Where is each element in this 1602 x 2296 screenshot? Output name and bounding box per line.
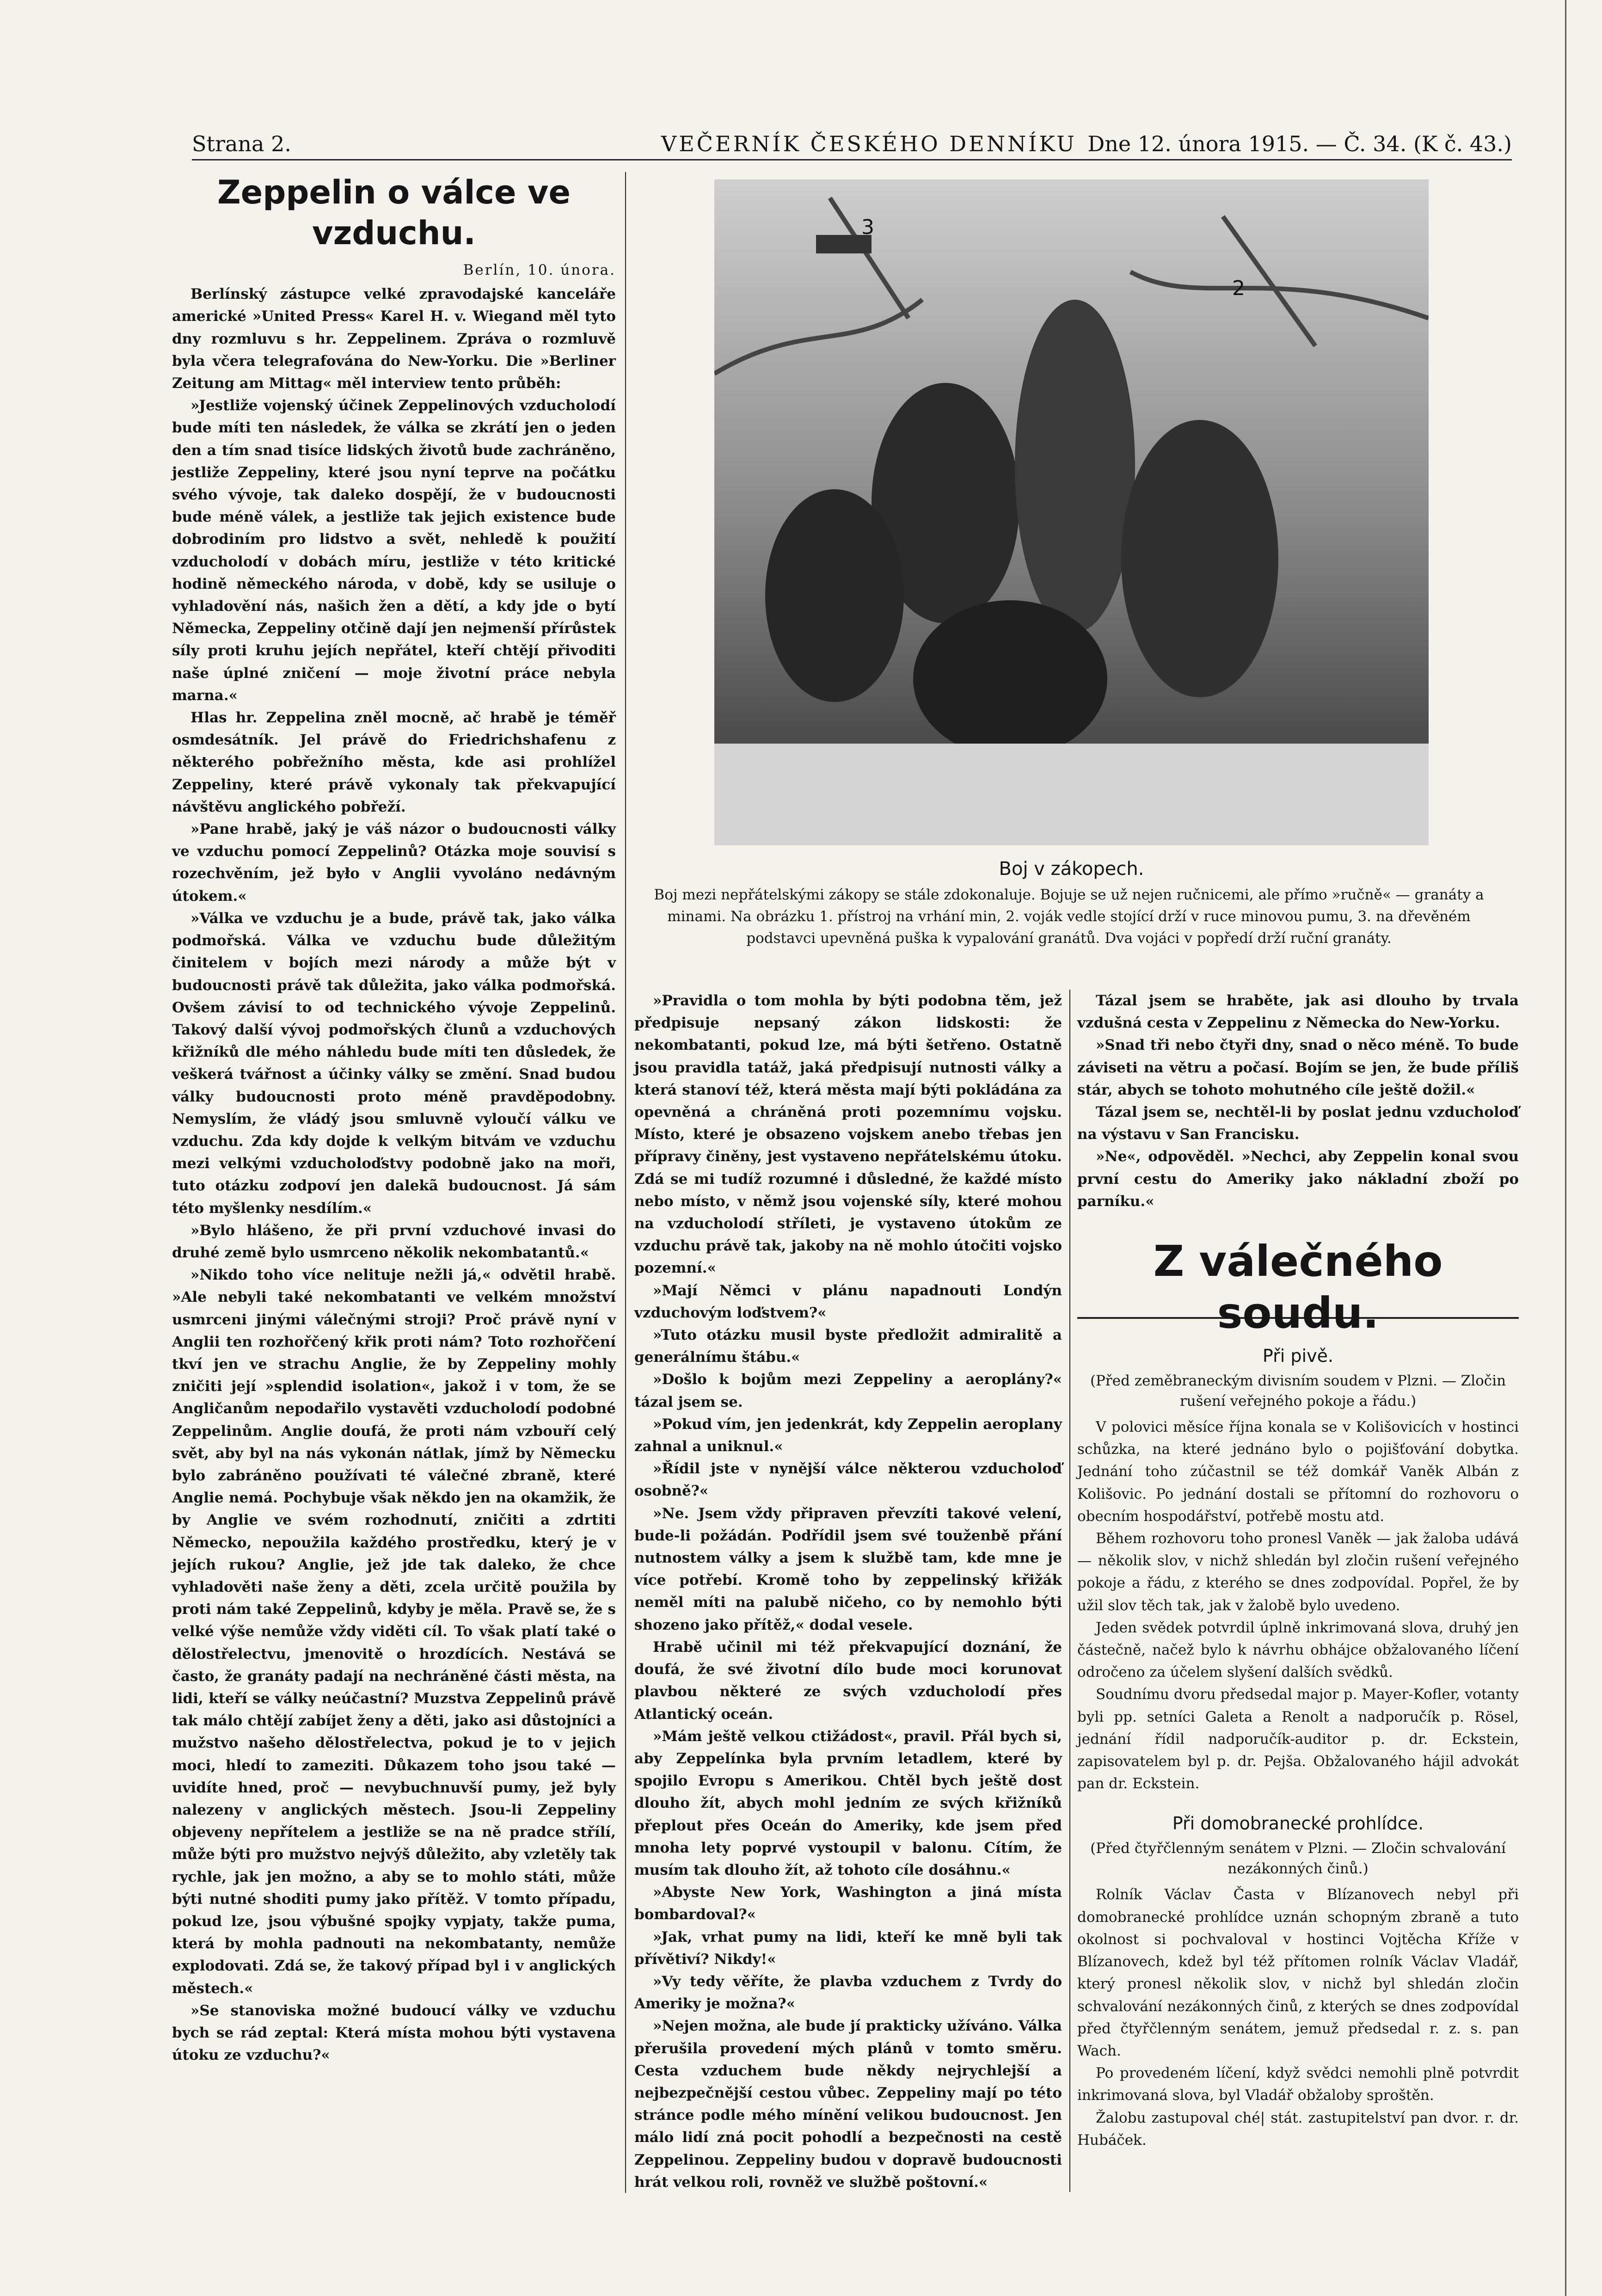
- paragraph: Jeden svědek potvrdil úplně inkrimovaná slova, druhý jen částečně, načež bylo k návrhu obhájce obžalovaného líčení odročeno za účelem slyšení dalších svědků.: [1077, 1619, 1519, 1681]
- subheading-note: (Před zeměbraneckým divisním soudem v Plzni. — Zločin rušení veřejného pokoje a řádu.): [1090, 1373, 1506, 1410]
- soldier-5: [913, 600, 1107, 757]
- paragraph: »Nejen možna, ale bude jí prakticky užíváno. Válka přerušila provedení mých plánů v tomto směru. Cesta vzduchem bude někdy nejrychlejší a nejbezpečnější cestou vůbec. Zeppeliny mají po této stránce podle mého mínění velikou budoucnost. Jen málo lidí zná pocit pohodlí a bezpečnosti na cestě Zeppelinou. Zeppeliny budou v dopravě budoucnosti hrát velkou roli, rovněž ve službě poštovní.«: [634, 2018, 1062, 2191]
- paragraph: »Došlo k bojům mezi Zeppeliny a aeroplány?« tázal jsem se.: [634, 1371, 1062, 1410]
- issue-date: Dne 12. února 1915. — Č. 34. (K č. 43.): [1087, 131, 1512, 156]
- paragraph: Hlas hr. Zeppelina zněl mocně, ač hrabě je téměř osmdesátník. Jel právě do Friedrichshafenu z některého pobřežního města, kde asi prohlížel Zeppeliny, které právě vykonaly tak překvapující návštěvu anglického pobřeží.: [172, 709, 616, 815]
- paragraph: »Pane hrabě, jaký je váš názor o budoucnosti války ve vzduchu pomocí Zeppelinů? Otázka moje souvisí s rozechvěním, jež było v Anglii vyvoláno nedávným útokem.«: [172, 821, 616, 905]
- photo-caption-title: Boj v zákopech.: [999, 858, 1144, 880]
- paragraph: »Tuto otázku musil byste předložit admiralitě a generálnímu štábu.«: [634, 1327, 1062, 1366]
- paragraph: »Ne«, odpověděl. »Nechci, aby Zeppelin konal svou první cestu do Ameriky jako nákladní zboží po parníku.«: [1077, 1148, 1519, 1210]
- paragraph: Hrabě učinil mi též překvapující doznání, že doufá, že své životní dílo bude moci korunovat plavbou některé ze svých vzducholodí přes Atlantický oceán.: [634, 1638, 1062, 1723]
- snow-foreground: [714, 744, 1429, 845]
- paragraph: Během rozhovoru toho pronesl Vaněk — jak žaloba udává — několik slov, v nichž shledán byl zločin rušení veřejného pokoje a řádu, z kterého se dnes zodpovídal. Popřel, že by užil slov těch tak, jak v žalobě bylo uvedeno.: [1077, 1530, 1519, 1614]
- paragraph: Berlínský zástupce velké zpravodajské kanceláře americké »United Press« Karel H. v. Wiegand měl tyto dny rozmluvu s hr. Zeppelinem. Zpráva o rozmluvě byla včera telegrafována do New-Yorku. Die »Berliner Zeitung am Mittag« měl interview tento průběh:: [172, 286, 616, 392]
- paragraph: »Bylo hlášeno, že při první vzduchové invasi do druhé země bylo usmrceno několik nekombatantů.«: [172, 1222, 616, 1261]
- paragraph: Žalobu zastupoval ché| stát. zastupitelství pan dvor. r. dr. Hubáček.: [1077, 2109, 1519, 2148]
- paragraph: »Abyste New York, Washington a jiná místa bombardoval?«: [634, 1884, 1062, 1923]
- soldier-4: [1121, 420, 1278, 697]
- photo-svg: [714, 179, 1429, 845]
- paragraph: Rolník Václav Časta v Blízanovech nebyl při domobranecké prohlídce uznán schopným zbraně a tuto okolnost si pochvaloval v hostinci Vojtěcha Kříže v Blízanovech, kdež byl též přítomen rolník Václav Vladář, který pronesl několik slov, v nichž byl shledán zločin schvalování nezákonných činů, z kterých se dnes zodpovídal před čtyřčlenným senátem, jemuž předsedal r. z. s. pan Wach.: [1077, 1886, 1519, 2059]
- paragraph: »Vy tedy věříte, že plavba vzduchem z Tvrdy do Ameriky je možna?«: [634, 1973, 1062, 2013]
- col-c: [1077, 990, 1519, 2192]
- paragraph: »Válka ve vzduchu je a bude, právě tak, jako válka podmořská. Válka ve vzduchu bude důležitým činitelem v bojích mezi národy a může být v budoucnosti právě tak důležita, jako válka podmořská. Ovšem závisí to od technického vývoje Zeppelinů. Takový další vývoj podmořských člunů a vzduchových křižníků dle mého náhledu bude míti ten důsledek, že veškerá tvářnost a účinky války se změní. Snad budou války budoucnosti proto méně pravděpodobny. Nemyslím, že vládý jsou smluvně vyloučí válku ve vzduchu. Zda kdy dojde k velkým bitvám ve vzduchu mezi velkými vzducholoďstvy podobně jako na moři, tuto otázku zodpoví jen dalekã budoucnost. Já sám této myšlenky nesdílím.«: [172, 910, 616, 1217]
- page-number: Strana 2.: [192, 131, 291, 156]
- page-edge-line: [1565, 0, 1566, 2296]
- header-rule: [192, 159, 1512, 160]
- paragraph: »Jestliže vojenský účinek Zeppelinových vzducholodí bude míti ten následek, že válka se zkrátí jen o jeden den a tím snad tisíce lidských životů bude zachráněno, jestliže Zeppeliny, které jsou nyní teprve na počátku svého vývoje, tak daleko dospějí, že v budoucnosti bude méně válek, a jestliže tak jejich existence bude dobrodiním pro lidstvo a svět, nehledě k použití vzducholodí v dobách míru, jestliže v této kritické hodině německého národa, v době, kdy se usiluje o vyhladovění nás, našich žen a dětí, a kdy jde o bytí Německa, Zeppeliny otčině dají jen nejmenší přírůstek síly proti kruhu jejích nepřátel, kteří chtějí přivoditi naše úplné zničení — moje životní práce nebyla marna.«: [172, 397, 616, 704]
- court-headline: Z válečného soudu.: [1153, 1237, 1443, 1338]
- zeppelin-article-col-a: [172, 172, 616, 2193]
- subheading-domobranecke: Při domobranecké prohlídce.: [1172, 1813, 1424, 1834]
- subheading-note: (Před čtyřčlenným senátem v Plzni. — Zločin schvalování nezákonných činů.): [1090, 1840, 1506, 1877]
- paragraph: »Snad tři nebo čtyři dny, snad o něco méně. To bude záviseti na větru a počasí. Bojím se jen, že bude příliš stár, abych se tohoto mohutného cíle ještě dožil.«: [1077, 1037, 1519, 1098]
- photo-label-2: 2: [1232, 277, 1245, 300]
- paragraph: »Nikdo toho více nelituje nežli já,« odvětil hrabě. »Ale nebyli také nekombatanti ve velkém množství usmrceni jinými válečnými stroji? Proč právě nyní v Anglii ten rozhořčený křik proti nám? Toto rozhořčení tkví jen ve strachu Anglie, že by Zeppeliny mohly zničiti její »splendid isolation«, jakož i v tom, že se Angličanům nepodařilo vystavěti vzducholodí podobné Zeppelinům. Anglie doufá, že proti nám vzbouří celý svět, aby byl na nás vykonán nátlak, jímž by Německu bylo zabráněno používati té válečné zbraně, které Anglie nemá. Pochybuje však někdo jen na okamžik, že by Anglie ve svém rozhodnutí, zničiti a zdrtiti Německo, nepoužila každého prostředku, který je v jejích rukou? Anglie, jež jde tak daleko, že chce vyhladověti naše ženy a děti, zcela určitě použila by proti nám také Zeppelinů, kdyby je měla. Pravě se, že s velké výše nemůže vždy viděti cíl. To však platí také o dělostřelectvu, jmenovitě o hrozdících. Nestává se často, že granáty padají na nechráněné části města, na lidi, kteří se války neúčastní? Muzstva Zeppelinů právě tak málo chtějí zabíjet ženy a děti, jako asi důstojníci a mužstvo našeho dělostřelectva, pokud je to v jejich moci, hledí to zameziti. Důkazem toho jsou také — uvidíte hned, proč — nevybuchnuvší pumy, jež byly nalezeny v anglických městech. Jsou-li Zeppeliny objeveny nepřítelem a jestliže se na ně pradce střílí, může býti pro mužstvo nejvýš důležito, aby vzletěly tak rychle, jak jen možno, a aby se to mohlo státi, může býti nutné shoditi pumy jako přítěž. V tomto případu, pokud lze, jsou výbušné spojky vypjaty, takže puma, která by mohla padnouti na nekombatanty, nemůže explodovati. Zdá se, že takový případ byl i v anglických městech.«: [172, 1267, 616, 1997]
- page-header: [192, 130, 1512, 157]
- photo-label-3: 3: [861, 215, 874, 239]
- paragraph: Soudnímu dvoru předsedal major p. Mayer-Kofler, votanty byli pp. setníci Galeta a Renolt a nadporučík p. Rösel, jednání řídil nadporučík-auditor p. dr. Eckstein, zapisovatelem byl p. dr. Pejša. Obžalovaného hájil advokát pan dr. Eckstein.: [1077, 1686, 1519, 1792]
- paragraph: V polovici měsíce října konala se v Kolišovicích v hostinci schůzka, na které jednáno bylo o pojišťování dobytka. Jednání toho zúčastnil se též domkář Vaněk Albán z Kolišovic. Po jednání dostali se přítomní do rozhovoru o obecním hospodářství, potřebě mostu atd.: [1077, 1419, 1519, 1525]
- soldier-2: [1015, 300, 1135, 633]
- paragraph: »Pokud vím, jen jedenkrát, kdy Zeppelin aeroplany zahnal a uniknul.«: [634, 1416, 1062, 1455]
- zeppelin-article-col-b: [634, 990, 1062, 2192]
- paragraph: Po provedeném líčení, když svědci nemohli plně potvrdit inkrimovaná slova, byl Vladář obžaloby sproštěn.: [1077, 2065, 1519, 2104]
- column-rule-left: [625, 172, 626, 2193]
- paragraph: Tázal jsem se, nechtěl-li by poslat jednu vzducholoď na výstavu v San Francisku.: [1077, 1104, 1519, 1143]
- paragraph: »Ne. Jsem vždy připraven převzíti takové velení, bude-li požádán. Podřídil jsem své touženbě přání nutnostem války a jsem k službě tam, kde mne je více potřebí. Kromě toho by zeppelinský křižák neměl míti na palubě ničeho, co by nemohlo býti shozeno jako přítěž,« dodal vesele.: [634, 1505, 1062, 1633]
- paragraph: Tázal jsem se hraběte, jak asi dlouho by trvala vzdušná cesta v Zeppelinu z Německa do New-Yorku.: [1077, 992, 1519, 1032]
- paragraph: »Mám ještě velkou ctižádost«, pravil. Přál bych si, aby Zeppelínka byla prvním letadlem, které by spojilo Evropu s Amerikou. Chtěl bych ještě dost dlouho žít, abych mohl jedním ze svých křižníků přeplout přes Oceán do Ameriky, kde jsem před mnoha lety poprvé vystoupil v balonu. Cítím, že musím tak dlouho žít, až tohoto cíle dosáhnu.«: [634, 1728, 1062, 1878]
- subheading-pri-pive: Při pivě.: [1262, 1346, 1334, 1367]
- paragraph: »Řídil jste v nynější válce některou vzducholoď osobně?«: [634, 1460, 1062, 1500]
- paragraph: »Jak, vrhat pumy na lidi, kteří ke mně byli tak přívětiví? Nikdy!«: [634, 1928, 1062, 1968]
- zeppelin-headline: Zeppelin o válce ve vzduchu.: [217, 173, 571, 252]
- photo-caption: Boj mezi nepřátelskými zákopy se stále zdokonaluje. Bojuje se už nejen ručnicemi, ale přímo »ručně« — granáty a minami. Na obrázku 1. přístroj na vrhání min, 2. voják vedle stojící drží v ruce minovou pumu, 3. na dřevěném podstavci upevněná puška k vypalování granátů. Dva vojáci v popředí drží ruční granáty.: [654, 886, 1484, 947]
- paragraph: »Mají Němci v plánu napadnouti Londýn vzduchovým loďstvem?«: [634, 1282, 1062, 1321]
- dateline: Berlín, 10. února.: [463, 262, 616, 278]
- column-rule-right: [1069, 990, 1070, 2192]
- trench-photo: [714, 179, 1429, 845]
- soldier-3: [765, 489, 904, 702]
- paragraph: »Pravidla o tom mohla by býti podobna těm, jež předpisuje nepsaný zákon lidskosti: že nekombatanti, pokud lze, má býti šetřeno. Ostatně jsou pravidla tatáž, jaká předpisují nutnosti války a která stanoví též, která města mají býti pokládána za opevněná a chráněná proti pozemnímu vojsku. Místo, které je obsazeno vojskem anebo třebas jen přípravy činěny, jest vystaveno nepřátelskému útoku. Zdá se mi tudíž rozumné i důsledné, že každé místo nebo místo, v němž jsou vojenské síly, které mohou na vzducholodí stříleti, je vystaveno útokům ze vzduchu právě tak, jakoby na ně mohlo útočiti vojsko pozemní.«: [634, 992, 1062, 1277]
- newspaper-title: VEČERNÍK ČESKÉHO DENNÍKU: [661, 131, 1077, 156]
- paragraph: »Se stanoviska možné budoucí války ve vzduchu bych se rád zeptal: Která místa mohou býti vystavena útoku ze vzduchu?«: [172, 2002, 616, 2064]
